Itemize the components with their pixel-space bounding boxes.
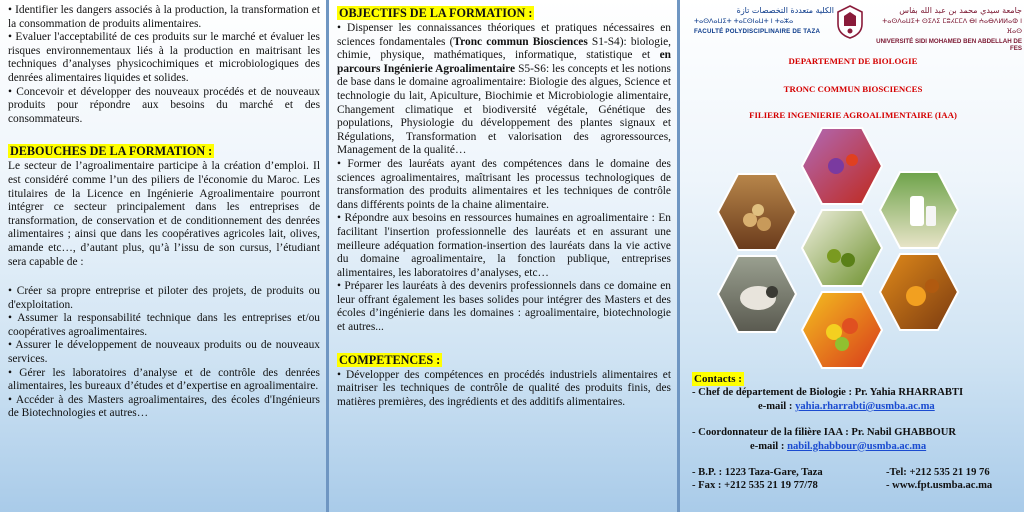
bullet-evaluate-acceptability: • Evaluer l'acceptabilité de ces produits sur le marché et évaluer les risques environnementaux liés à la production en maitrisant les techniques d’analyses physicochimiques et microbiologiques des denrées alimentaires liquides et solides. bbox=[8, 31, 320, 84]
tronc-commun-title: TRONC COMMUN BIOSCIENCES bbox=[783, 84, 923, 94]
middle-column bbox=[329, 0, 677, 512]
bullet-design-products: • Concevoir et développer des nouveaux procédés et de nouveaux produits pour répondre aux besoins du marché et des consommateurs. bbox=[8, 85, 320, 125]
objective-knowledge bbox=[337, 22, 671, 158]
faculty-name: FACULTÉ POLYDISCIPLINAIRE DE TAZA bbox=[694, 28, 821, 35]
coordinator: - Coordonnateur de la filière IAA : Pr. Nabil GHABBOUR bbox=[692, 427, 957, 439]
objective-knowledge-text-3: S5-S6: les concepts et les notions de base dans le domaine agroalimentaire: Biologie des algues, Science et technologie du lait, Apiculture, Biochimie et Microbiologie alimentaire, Changement climatique et biodiversité végétale, Génétique des populations, Physiologie du développement des plantes signaux et Régulations, Transformation et valorisation des agroressources, Management de la qualité… bbox=[337, 62, 671, 157]
objective-knowledge-text: • Dispenser les connaissances théoriques et pratiques nécessaires en sciences fondamentales ( bbox=[337, 22, 671, 48]
coord-email-link[interactable]: nabil.ghabbour@usmba.ac.ma bbox=[787, 440, 927, 452]
cover-column bbox=[680, 0, 1024, 512]
bullet-create-company: • Créer sa propre entreprise et piloter des projets, de produits ou d'exploitation. bbox=[8, 285, 320, 311]
bullet-new-products: • Assurer le développement de nouveaux produits ou de nouveaux services. bbox=[8, 339, 320, 366]
filiere-title: FILIERE INGENIERIE AGROALIMENTAIRE (IAA) bbox=[749, 110, 957, 120]
food-photo-collage bbox=[712, 126, 992, 370]
bullet-manage-labs: • Gérer les laboratoires d’analyse et de contrôle des denrées alimentaires, les bureaux d’études et d’expertise en agroalimentaire. bbox=[8, 366, 320, 393]
objective-hr-needs: • Répondre aux besoins en ressources humaines en agroalimentaire : En facilitant l'insertion professionnelle des lauréats et en assurant une meilleure adéquation formation-insertion des lauréats dans la vie active du domaine agroalimentaire, la fonction publique, entreprises alimentaires, les laboratoires d’analyses, etc… bbox=[337, 212, 671, 279]
fax: - Fax : +212 535 21 19 77/78 bbox=[692, 480, 818, 492]
email-label: e-mail : bbox=[750, 440, 785, 452]
chef-email-link[interactable]: yahia.rharrabti@usmba.ac.ma bbox=[795, 400, 935, 412]
telephone: -Tel: +212 535 21 19 76 bbox=[886, 467, 990, 479]
contacts-heading: Contacts : bbox=[694, 373, 742, 385]
competences-heading: COMPETENCES : bbox=[339, 352, 441, 367]
faculty-name-arabic: الكلية متعددة التخصصات تازة bbox=[736, 6, 834, 15]
institution-header bbox=[688, 0, 1022, 52]
university-name: UNIVERSITÉ SIDI MOHAMED BEN ABDELLAH DE FES bbox=[876, 38, 1022, 52]
bullet-identify-dangers: • Identifier les dangers associés à la production, la transformation et la consommation de produits alimentaires. bbox=[8, 4, 320, 30]
department-head: - Chef de département de Biologie : Pr. Yahia RHARRABTI bbox=[692, 387, 964, 399]
objective-train-graduates: • Former des lauréats ayant des compétences dans le domaine des sciences agroalimentaires, maîtrisant les processus technologiques de transformation des produits alimentaires et les techniques de contrôle dans différents points de la chaine alimentaire. bbox=[337, 157, 671, 211]
fruits-hexagon bbox=[802, 292, 882, 368]
bullet-technical-responsibility: • Assumer la responsabilité technique dans les entreprises et/ou coopératives agroalimentaires. bbox=[8, 312, 320, 338]
postal-box: - B.P. : 1223 Taza-Gare, Taza bbox=[692, 467, 823, 479]
faculty-logo bbox=[694, 6, 834, 40]
university-logo bbox=[872, 6, 1022, 52]
university-name-tifinagh: ⵜⴰⵙⴷⴰⵡⵉⵜ ⵙⵉⴷⵉ ⵎⵓⵃⵎⵎⴷ ⴱⵏ ⵄⴰⴱⴷⵍⵍⴰⵀ ⵏ ⴼⴰⵙ bbox=[882, 17, 1022, 35]
competences-paragraph: • Développer des compétences en procédés industriels alimentaires et maitriser les techniques de contrôle de qualité des produits finis, des matières premières, des ingrédients et des additifs alimentaires. bbox=[337, 368, 671, 408]
objective-prepare-careers: • Préparer les lauréats à des devenirs professionnels dans ce domaine en leur offrant également les bases solides pour intégrer des Masters et des écoles d’ingénierie dans les domaines : agroalimentaire, biotechnologie et autres... bbox=[337, 280, 671, 334]
parcours-bold: en parcours Ingénierie Agroalimentaire bbox=[337, 49, 671, 75]
contacts-block bbox=[692, 372, 1020, 493]
objectifs-heading: OBJECTIFS DE LA FORMATION : bbox=[339, 6, 533, 20]
faculty-name-tifinagh: ⵜⴰⵙⴷⴰⵡⵉⵜ ⵜⴰⵎⵙⵏⴰⵡⵜ ⵏ ⵜⴰⵣⴰ bbox=[694, 17, 794, 25]
objective-knowledge-text-2: S1-S4): biologie, chimie, physique, mathématiques, informatique, statistique et bbox=[337, 35, 672, 62]
olive-oil-hexagon bbox=[802, 210, 882, 286]
left-column bbox=[0, 0, 326, 512]
website[interactable]: - www.fpt.usmba.ac.ma bbox=[886, 480, 993, 492]
bullet-access-masters: • Accéder à des Masters agroalimentaires, des écoles d'Ingénieurs de Biotechnologies et autres… bbox=[8, 393, 320, 420]
debouches-paragraph: Le secteur de l’agroalimentaire participe à la création d’emploi. Il est considéré comme l’un des piliers de l'économie du Maroc. Les titulaires de la Licence en Ingénierie Agroalimentaire pourront intégrer ce secteur principalement dans les entreprises de transformation, de conservation et de conditionnement des denrées alimentaires ; ainsi que dans les coopératives agricoles lait, olives, amande etc…, d’autant plus, qu’à l’issu de son cursus, l’étudiant sera capable de : bbox=[8, 160, 320, 268]
email-label: e-mail : bbox=[758, 400, 793, 412]
university-name-arabic: جامعة سيدي محمد بن عبد الله بفاس bbox=[899, 6, 1022, 15]
tronc-commun-bold: Tronc commun Biosciences bbox=[453, 35, 588, 48]
department-title: DEPARTEMENT DE BIOLOGIE bbox=[788, 56, 918, 66]
debouches-heading: DEBOUCHES DE LA FORMATION : bbox=[10, 144, 213, 159]
university-seal-icon bbox=[836, 4, 864, 40]
